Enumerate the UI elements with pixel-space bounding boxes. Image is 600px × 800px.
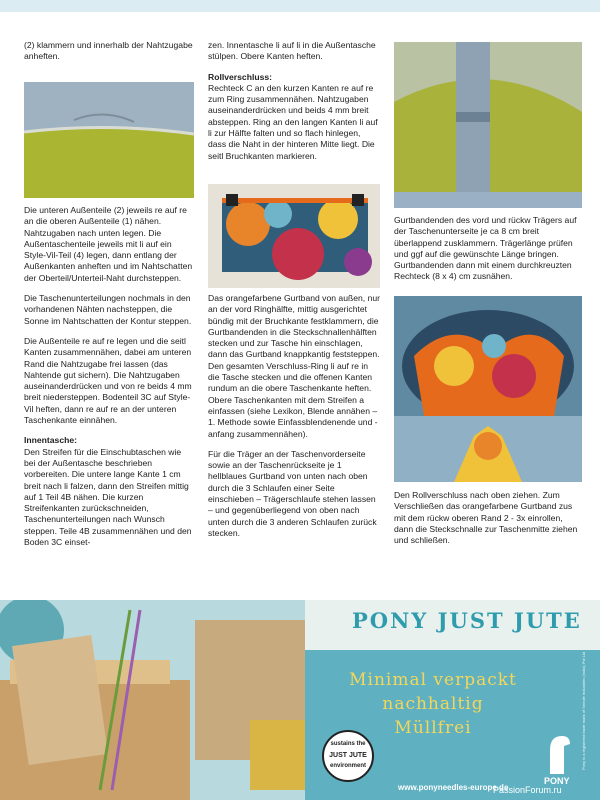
col1-para5: Den Streifen für die Einschubtaschen wie bei der Außentasche beschrieben vorbereiten. Die untere lange Kante 1 cm breit nach li falzen, dann den Streifen mittig auf 1 Teil 4B nähen. Die kurzen Streifenkanten zurückschneiden, Taschenunterteilungen nach Wunsch steppen. Teile 4B zusammennähen und den Boden 3C einset-	[24, 446, 192, 548]
slogan-line2: nachhaltig	[382, 694, 484, 714]
col3-para1: Gurtbandenden des vord und rückw Trägers auf der Taschenunterseite je ca 8 cm breit überlappend zusklammern. Trägerlänge prüfen und ggf auf die gewünschte Länge bringen. Gurtbandenden dann mit einem durchkreuzten Rechteck (8 x 4) cm zusnähen.	[394, 215, 577, 282]
ad-logo-text: PONY	[544, 776, 570, 786]
heading-innentasche: Innentasche:	[24, 435, 78, 446]
slogan-line1: Minimal verpackt	[349, 670, 517, 690]
advertisement	[0, 600, 600, 800]
seal-line3: environment	[329, 763, 366, 769]
col3-para2: Den Rollverschluss nach oben ziehen. Zum Verschließen das orangefarbene Gurtband zus mit dem rückw oberen Rand 2 - 3x einrollen, dann die Steckschnalle zur Taschenmitte ziehen und schließen.	[394, 490, 578, 546]
col1-para4: Die Außenteile re auf re legen und die seitl Kanten zusammennähen, dabei am unteren Rand die Nahtzugabe frei lassen (das Nahtende gut sichern). Die Nahtzugaben auseinanderdrücken und von re beids 4 mm breit niedersteppen. Bodenteil 3C auf Style-Vil heften, dann re auf re an der unteren Taschenkante einnähen.	[24, 335, 192, 426]
col1-para2: Die unteren Außenteile (2) jeweils re auf re an die oberen Außenteile (1) nähen. Nahtzugaben nach unten legen. Die Außentaschenteile jeweils mit li auf ein Style-Vil-Teil (4) legen, dann entlang der Außenkanten anheften und im Nahtschatten der Oberteil/Unterteil-Naht durchsteppen.	[24, 205, 193, 283]
seal-line2: JUST JUTE	[329, 752, 367, 759]
col2-para3: Das orangefarbene Gurtband von außen, nur an der vord Ringhälfte, mittig ausgerichtet bündig mit der Bruchkante festklammern, die Gurtbandenden in die Steckschnallenhälften stecken und zur Tasche hin einschlagen, dann das Gurtband knappkantig feststeppen. Den gesamten Verschluss-Ring li auf re in die Tasche stecken und die offenen Kanten rundum an die obere Taschenkante heften. Obere Taschenkanten mit dem Streifen a einfassen (siehe Lexikon, Blende annähen – 1. Methode sowie Einfassblendenende und -anfang zusammennähen).	[208, 293, 380, 439]
watermark: PassionForum.ru	[493, 785, 562, 795]
seal-line1: sustains the	[330, 741, 366, 747]
photo-straps	[394, 42, 582, 208]
col2-para1: zen. Innentasche li auf li in die Außentasche stülpen. Obere Kanten heften.	[208, 40, 376, 62]
ad-credit: Pony is a registered trade mark of Needle Industries (India) Pvt Ltd	[581, 651, 586, 770]
col2-para4: Für die Träger an der Taschenvorderseite sowie an der Taschenrückseite je 1 hellblaues Gurtband von unten nach oben durch die 3 Schlaufen einer Seite einschieben – Trägerschlaufe stehen lassen – und gegenüberliegend von oben nach unten durch die 3 anderen Schlaufen zurück stecken.	[208, 448, 377, 538]
text-col3-top	[394, 215, 582, 292]
col1-para1: (2) klammern und innerhalb der Nahtzugabe anheften.	[24, 40, 193, 62]
col2-para2: Rechteck C an den kurzen Kanten re auf re zum Ring zusammennähen. Nahtzugaben auseinanderdrücken und beids 4 mm breit absteppen. Ring an den langen Kanten li auf li zur Hälfte falten und so flach hinlegen, dass die Naht in der hinteren Mitte liegt. Die seitl Bruchkanten markieren.	[208, 82, 378, 161]
text-col1-main	[24, 205, 194, 557]
photo-roll-closure	[208, 184, 380, 288]
ad-slogan	[328, 668, 538, 740]
photo-bag-inside	[394, 296, 582, 482]
text-col2-top	[208, 40, 380, 171]
ad-brand-name: PONY JUST JUTE	[352, 608, 582, 633]
pony-logo-icon	[540, 730, 580, 778]
text-col2-main	[208, 293, 380, 548]
slogan-line3: Müllfrei	[394, 718, 472, 738]
text-col1-top	[24, 40, 194, 72]
photo-bag-bottom	[24, 82, 194, 198]
ad-product-photo	[0, 600, 305, 800]
ad-url[interactable]: www.ponyneedles-europe.de	[398, 783, 509, 792]
heading-rollverschluss: Rollverschluss:	[208, 71, 272, 82]
sustains-seal	[322, 730, 374, 782]
text-col3-bottom	[394, 490, 582, 555]
col1-para3: Die Taschenunterteilungen nochmals in den vorhandenen Nähten nachsteppen, die Sonne im Nahtschatten der Kontur steppen.	[24, 293, 192, 326]
top-strip	[0, 0, 600, 12]
